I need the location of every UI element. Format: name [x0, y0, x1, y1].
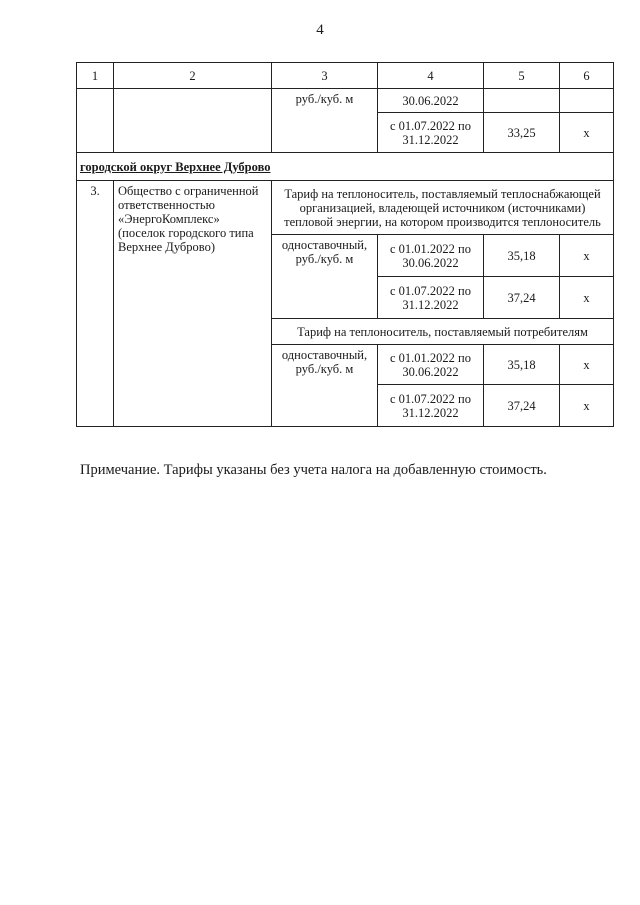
header-cell: 1	[77, 63, 114, 89]
header-cell: 6	[560, 63, 614, 89]
page-number: 4	[316, 22, 324, 38]
value-cell: 35,18	[484, 235, 560, 277]
group-title-row	[77, 181, 614, 235]
org-cell	[114, 89, 272, 153]
value-cell: 33,25	[484, 113, 560, 153]
header-cell: 2	[114, 63, 272, 89]
group-title: Тариф на теплоноситель, поставляемый теплоснабжающей организацией, владеющей источником (источниками) тепловой энергии, на котором производится теплоноситель	[272, 181, 614, 235]
unit-cell: руб./куб. м	[272, 89, 378, 153]
header-cell: 4	[378, 63, 484, 89]
number-cell	[77, 89, 114, 153]
section-title: городской округ Верхнее Дуброво	[77, 153, 614, 181]
value-cell: 37,24	[484, 385, 560, 427]
period-cell: с 01.07.2022 по 31.12.2022	[378, 277, 484, 319]
period-cell: с 01.07.2022 по 31.12.2022	[378, 113, 484, 153]
mark-cell: х	[560, 385, 614, 427]
section-row	[77, 153, 614, 181]
value-cell: 37,24	[484, 277, 560, 319]
group-title: Тариф на теплоноситель, поставляемый потребителям	[272, 319, 614, 345]
unit-cell: одноставочный, руб./куб. м	[272, 345, 378, 427]
mark-cell: х	[560, 345, 614, 385]
period-cell: с 01.07.2022 по 31.12.2022	[378, 385, 484, 427]
mark-cell: х	[560, 277, 614, 319]
mark-cell: х	[560, 113, 614, 153]
number-cell: 3.	[77, 181, 114, 427]
unit-cell: одноставочный, руб./куб. м	[272, 235, 378, 319]
period-cell: 30.06.2022	[378, 89, 484, 113]
value-cell: 35,18	[484, 345, 560, 385]
table-header-row	[77, 63, 614, 89]
tariff-table	[76, 62, 614, 427]
org-name-cell: Общество с ограниченной ответственностью «ЭнергоКомплекс» (поселок городского типа Верхнее Дуброво)	[114, 181, 272, 427]
mark-cell: х	[560, 235, 614, 277]
period-cell: с 01.01.2022 по 30.06.2022	[378, 345, 484, 385]
header-cell: 3	[272, 63, 378, 89]
value-cell	[484, 89, 560, 113]
header-cell: 5	[484, 63, 560, 89]
table-row	[77, 89, 614, 113]
note-text: Примечание. Тарифы указаны без учета налога на добавленную стоимость.	[80, 462, 547, 478]
mark-cell	[560, 89, 614, 113]
period-cell: с 01.01.2022 по 30.06.2022	[378, 235, 484, 277]
